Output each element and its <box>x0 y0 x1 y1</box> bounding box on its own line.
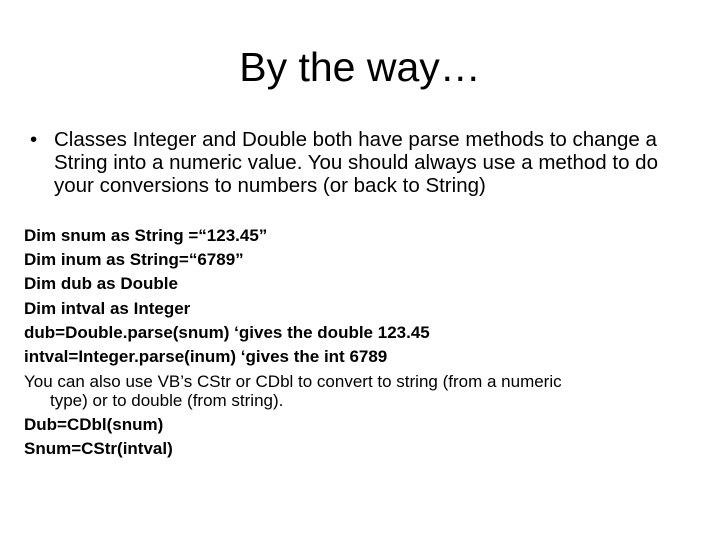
code-line-cstr: Snum=CStr(intval) <box>24 439 173 459</box>
bullet-mark: • <box>30 128 38 151</box>
note-paragraph <box>24 372 696 410</box>
note-line-1: You can also use VB’s CStr or CDbl to convert to string (from a numeric <box>24 372 562 392</box>
code-line-dim-intval: Dim intval as Integer <box>24 298 191 318</box>
code-line-dim-snum: Dim snum as String =“123.45” <box>24 226 268 245</box>
code-line-dim-inum: Dim inum as String=“6789” <box>24 250 244 270</box>
slide-title: By the way… <box>239 44 481 90</box>
bullet-text: Classes Integer and Double both have parse methods to change a String into a numeric value. You should always use a method to do your conversions to numbers (or back to String) <box>54 128 658 197</box>
code-line-dim-dub: Dim dub as Double <box>24 274 178 294</box>
code-block <box>24 224 696 462</box>
bullet-point <box>30 128 670 197</box>
note-line-2: type) or to double (from string). <box>50 391 284 411</box>
code-line-integer-parse: intval=Integer.parse(inum) ‘gives the int 6789 <box>24 347 388 367</box>
code-line-double-parse: dub=Double.parse(snum) ‘gives the double 123.45 <box>24 322 430 342</box>
code-line-cdbl: Dub=CDbl(snum) <box>24 415 164 435</box>
